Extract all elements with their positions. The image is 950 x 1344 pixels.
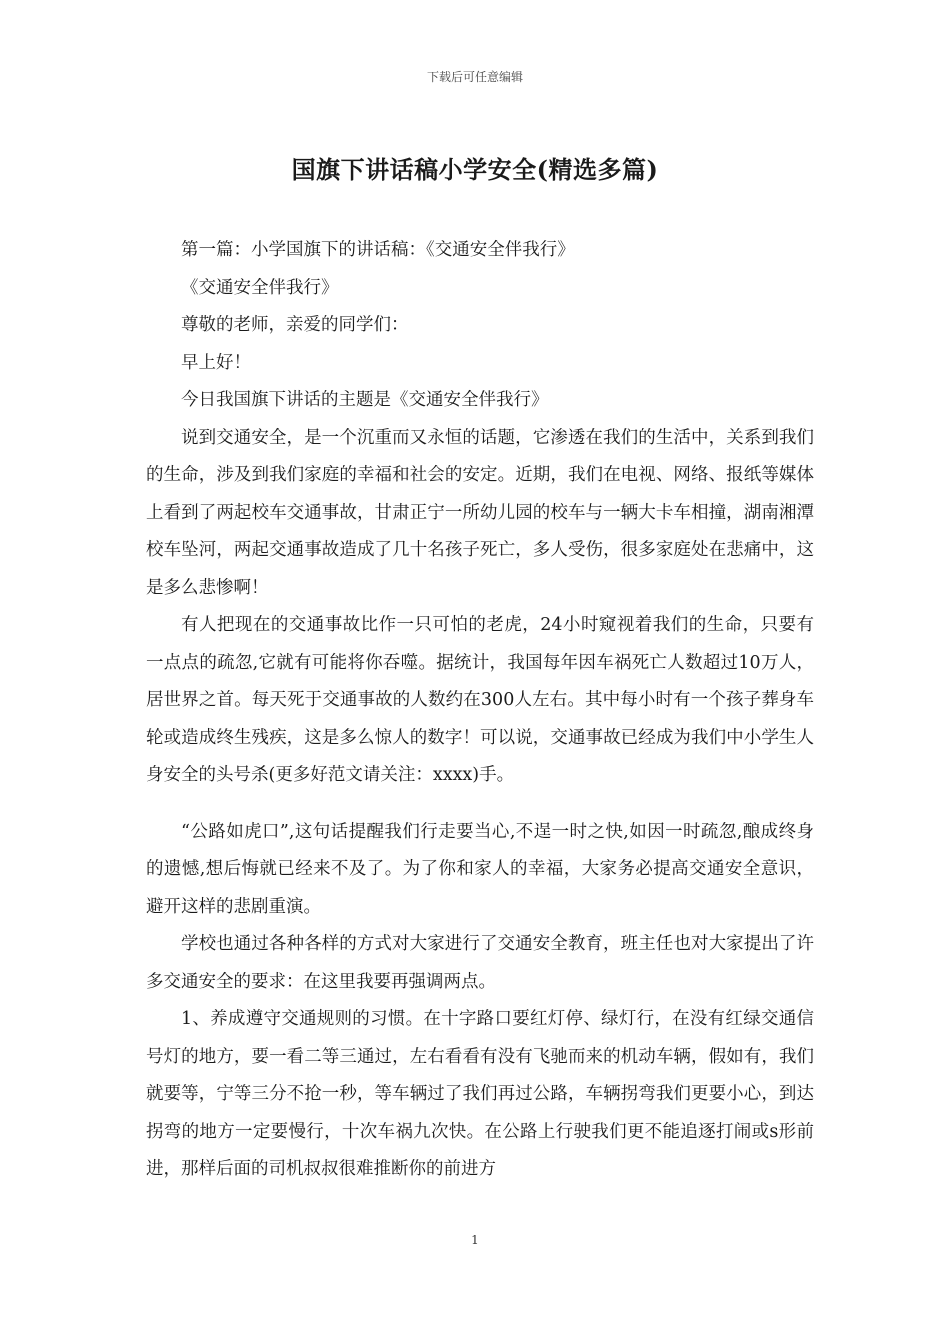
paragraph: 有人把现在的交通事故比作一只可怕的老虎，24小时窥视着我们的生命，只要有一点点的疏忽,它就有可能将你吞噬。据统计，我国每年因车祸死亡人数超过10万人，居世界之首。每天死于交通事故的人数约在300人左右。其中每小时有一个孩子葬身车轮或造成终生残疾，这是多么惊人的数字！可以说，交通事故已经成为我们中小学生人身安全的头号杀(更多好范文请关注：xxxx)手。 xyxy=(146,615,814,785)
page-header-note: 下载后可任意编辑 xyxy=(426,70,523,84)
paragraph: 说到交通安全，是一个沉重而又永恒的话题，它渗透在我们的生活中，关系到我们的生命，涉及到我们家庭的幸福和社会的安定。近期，我们在电视、网络、报纸等媒体上看到了两起校车交通事故，甘肃正宁一所幼儿园的校车与一辆大卡车相撞，湖南湘潭校车坠河，两起交通事故造成了几十名孩子死亡，多人受伤，很多家庭处在悲痛中，这是多么悲惨啊！ xyxy=(146,427,814,598)
paragraph: 第一篇：小学国旗下的讲话稿：《交通安全伴我行》 xyxy=(181,240,575,260)
document-title: 国旗下讲话稿小学安全(精选多篇) xyxy=(291,155,659,184)
paragraph: 早上好！ xyxy=(181,352,251,373)
paragraph: 1、养成遵守交通规则的习惯。在十字路口要红灯停、绿灯行，在没有红绿交通信号灯的地方，要一看二等三通过，左右看看有没有飞驰而来的机动车辆，假如有，我们就要等，宁等三分不抢一秒，等车辆过了我们再过公路，车辆拐弯我们更要小心，到达拐弯的地方一定要慢行，十次车祸九次快。在公路上行驶我们更不能追逐打闹或s形前进，那样后面的司机叔叔很难推断你的前进方 xyxy=(146,1009,814,1179)
paragraph: 今日我国旗下讲话的主题是《交通安全伴我行》 xyxy=(181,390,549,410)
paragraph: 尊敬的老师，亲爱的同学们： xyxy=(181,315,409,335)
document-body xyxy=(146,232,814,1189)
paragraph: “公路如虎口”,这句话提醒我们行走要当心,不逞一时之快,如因一时疏忽,酿成终身的遗憾,想后悔就已经来不及了。为了你和家人的幸福，大家务必提高交通安全意识，避开这样的悲剧重演。 xyxy=(146,821,814,917)
paragraph: 《交通安全伴我行》 xyxy=(181,277,339,298)
page-number: 1 xyxy=(471,1233,479,1247)
paragraph: 学校也通过各种各样的方式对大家进行了交通安全教育，班主任也对大家提出了许多交通安全的要求：在这里我要再强调两点。 xyxy=(146,934,814,992)
